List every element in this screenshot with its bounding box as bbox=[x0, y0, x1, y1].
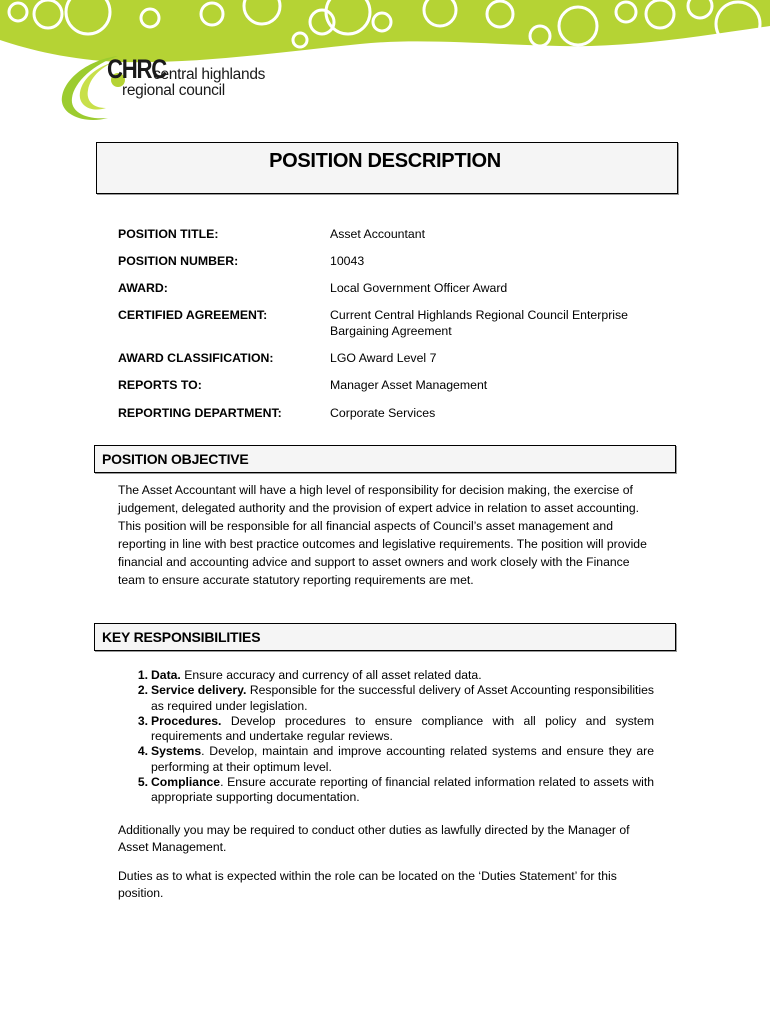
objective-text: The Asset Accountant will have a high level of responsibility for decision making, the exercise of judgement, delegated authority and the provision of expert advice in relation to asset accounting. This position will be responsible for all financial aspects of Council’s asset management and reporting in line with best practice outcomes and legislative requirements. The position will provide financial and accounting advice and support to asset owners and work closely with the Finance team to ensure accurate statutory reporting requirements are met. bbox=[118, 483, 647, 587]
logo-name-line1: central highlands bbox=[153, 66, 266, 83]
field-label: AWARD CLASSIFICATION: bbox=[118, 351, 274, 365]
list-item bbox=[118, 668, 654, 683]
list-term: Systems bbox=[151, 744, 202, 759]
list-number: 2. bbox=[137, 683, 148, 698]
banner-dot bbox=[375, 15, 389, 29]
field-label: CERTIFIED AGREEMENT: bbox=[118, 308, 268, 322]
field-row bbox=[118, 405, 658, 421]
list-text: . Ensure accurate reporting of financial related information related to assets with appropriate supporting documentation. bbox=[151, 775, 654, 805]
list-term: Service delivery. bbox=[151, 683, 247, 698]
list-item bbox=[118, 714, 654, 745]
list-item bbox=[118, 744, 654, 775]
field-label: POSITION TITLE: bbox=[118, 227, 219, 241]
list-term: Data. bbox=[151, 668, 181, 682]
field-value: Manager Asset Management bbox=[330, 378, 488, 392]
document-title: POSITION DESCRIPTION bbox=[269, 150, 501, 172]
list-text: Ensure accuracy and currency of all asset related data. bbox=[180, 668, 482, 682]
logo-name-line2: regional council bbox=[122, 82, 225, 99]
list-number: 4. bbox=[137, 744, 148, 759]
council-logo bbox=[56, 52, 296, 128]
field-row bbox=[118, 226, 658, 242]
list-text: Responsible for the successful delivery of Asset Accounting responsibilities as required under legislation. bbox=[151, 683, 655, 713]
field-row bbox=[118, 377, 658, 393]
field-value: Corporate Services bbox=[330, 406, 436, 420]
field-value: Current Central Highlands Regional Council Enterprise Bargaining Agreement bbox=[330, 308, 629, 338]
objective-heading: POSITION OBJECTIVE bbox=[102, 451, 249, 467]
logo-abbreviation: CHRC bbox=[107, 54, 167, 84]
list-text: . Develop, maintain and improve accounting related systems and ensure they are performing at their optimum level. bbox=[151, 744, 654, 774]
field-row bbox=[118, 280, 658, 296]
list-number: 1. bbox=[137, 668, 148, 682]
field-value: Asset Accountant bbox=[330, 227, 426, 241]
field-label: AWARD: bbox=[118, 281, 168, 295]
field-label: POSITION NUMBER: bbox=[118, 254, 239, 268]
field-row bbox=[118, 350, 658, 366]
field-value: 10043 bbox=[330, 254, 365, 268]
list-term: Compliance bbox=[151, 775, 221, 790]
list-item bbox=[118, 683, 654, 714]
field-row bbox=[118, 253, 658, 269]
field-value: LGO Award Level 7 bbox=[330, 351, 437, 365]
field-label: REPORTS TO: bbox=[118, 378, 202, 392]
list-text: Develop procedures to ensure compliance with all policy and system requirements and undertake regular reviews. bbox=[151, 713, 654, 744]
additional-duties-text: Additionally you may be required to conduct other duties as lawfully directed by the Manager of Asset Management. bbox=[118, 823, 630, 854]
list-item bbox=[118, 775, 654, 806]
list-number: 5. bbox=[137, 775, 148, 790]
field-row bbox=[118, 307, 658, 339]
list-term: Procedures. bbox=[151, 713, 222, 728]
field-label: REPORTING DEPARTMENT: bbox=[118, 406, 282, 420]
responsibilities-list bbox=[118, 668, 654, 806]
responsibilities-heading: KEY RESPONSIBILITIES bbox=[102, 629, 261, 645]
list-number: 3. bbox=[137, 713, 148, 728]
position-fields bbox=[118, 226, 658, 421]
duties-statement-text: Duties as to what is expected within the role can be located on the ‘Duties Statement’ for this position. bbox=[118, 869, 617, 900]
field-value: Local Government Officer Award bbox=[330, 281, 508, 295]
